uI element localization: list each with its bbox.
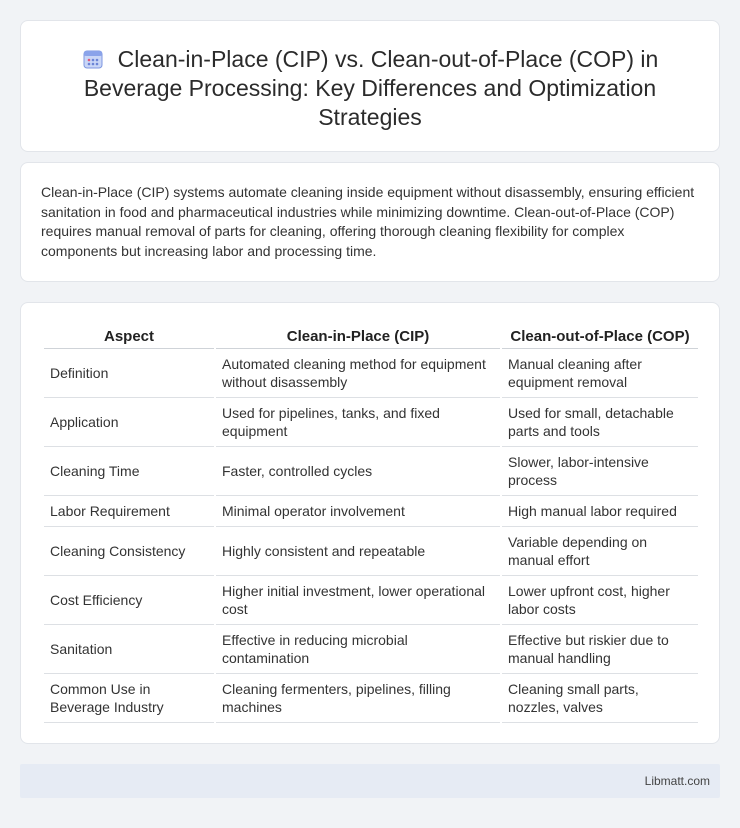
cell-cip: Highly consistent and repeatable — [216, 527, 500, 576]
cell-cop: Manual cleaning after equipment removal — [502, 349, 698, 398]
table-row — [44, 349, 698, 398]
cell-cop: Variable depending on manual effort — [502, 527, 698, 576]
comparison-table — [42, 325, 700, 723]
cell-cip: Effective in reducing microbial contamination — [216, 625, 500, 674]
cell-cop: Used for small, detachable parts and tools — [502, 398, 698, 447]
cell-cip: Higher initial investment, lower operational cost — [216, 576, 500, 625]
table-row — [44, 674, 698, 723]
cell-cip: Used for pipelines, tanks, and fixed equipment — [216, 398, 500, 447]
intro-card — [20, 162, 720, 282]
table-row — [44, 398, 698, 447]
cell-cop: Effective but riskier due to manual handling — [502, 625, 698, 674]
intro-paragraph: Clean-in-Place (CIP) systems automate cleaning inside equipment without disassembly, ensuring efficient sanitation in food and pharmaceutical industries while minimizing downtime. Clean-out-of-Place (COP) requires manual removal of parts for cleaning, offering thorough cleaning flexibility for complex components but increasing labor and processing time. — [41, 184, 695, 259]
footer-brand-link[interactable]: Libmatt.com — [644, 774, 710, 788]
table-row — [44, 527, 698, 576]
table-header-row — [44, 325, 698, 349]
page-title-text: Clean-in-Place (CIP) vs. Clean-out-of-Place (COP) in Beverage Processing: Key Differences and Optimization Strategies — [83, 46, 659, 130]
cell-aspect: Cleaning Time — [44, 447, 214, 496]
header-cip: Clean-in-Place (CIP) — [216, 325, 500, 349]
calendar-icon — [82, 48, 104, 70]
cell-aspect: Cost Efficiency — [44, 576, 214, 625]
cell-aspect: Definition — [44, 349, 214, 398]
cell-cop: Lower upfront cost, higher labor costs — [502, 576, 698, 625]
cell-cip: Cleaning fermenters, pipelines, filling machines — [216, 674, 500, 723]
header-cop: Clean-out-of-Place (COP) — [502, 325, 698, 349]
cell-cip: Faster, controlled cycles — [216, 447, 500, 496]
page-title — [51, 45, 689, 132]
cell-aspect: Labor Requirement — [44, 496, 214, 527]
table-row — [44, 447, 698, 496]
header-aspect: Aspect — [44, 325, 214, 349]
cell-cip: Automated cleaning method for equipment without disassembly — [216, 349, 500, 398]
cell-aspect: Application — [44, 398, 214, 447]
cell-cip: Minimal operator involvement — [216, 496, 500, 527]
cell-aspect: Sanitation — [44, 625, 214, 674]
table-row — [44, 576, 698, 625]
footer — [20, 764, 720, 798]
table-row — [44, 496, 698, 527]
cell-cop: Cleaning small parts, nozzles, valves — [502, 674, 698, 723]
title-card — [20, 20, 720, 152]
cell-cop: High manual labor required — [502, 496, 698, 527]
table-row — [44, 625, 698, 674]
cell-aspect: Common Use in Beverage Industry — [44, 674, 214, 723]
cell-aspect: Cleaning Consistency — [44, 527, 214, 576]
comparison-card — [20, 302, 720, 744]
cell-cop: Slower, labor-intensive process — [502, 447, 698, 496]
